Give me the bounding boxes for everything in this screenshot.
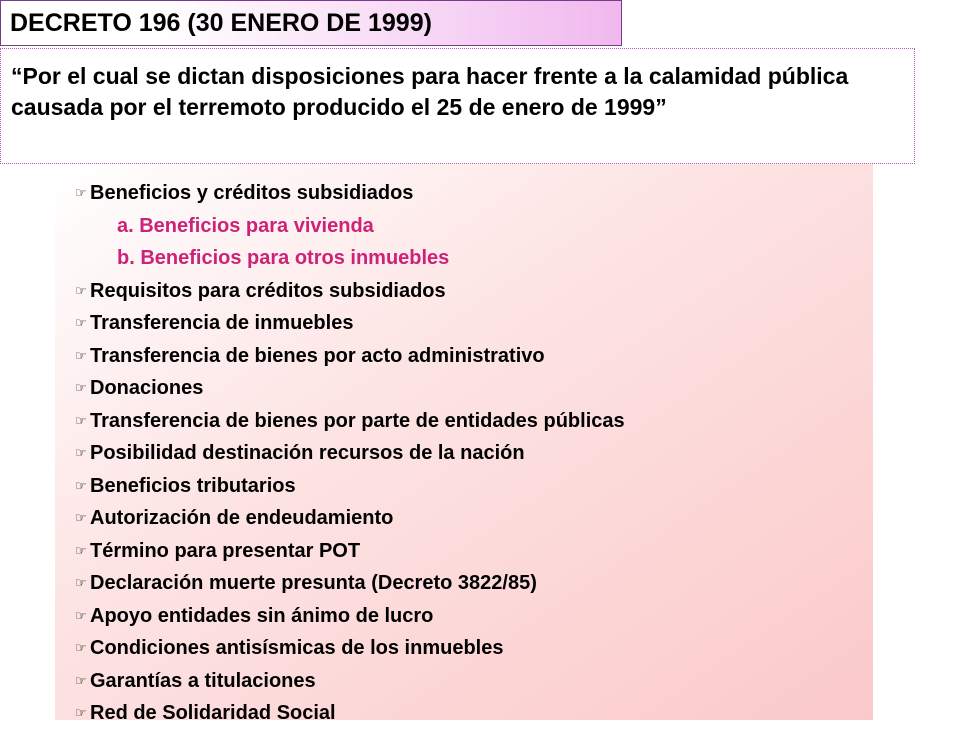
pointing-hand-icon: ☞ [75, 477, 87, 493]
pointing-hand-icon: ☞ [75, 575, 87, 590]
pointing-hand-icon: ☞ [75, 185, 87, 200]
sub-list-item: a. Beneficios para vivienda [117, 214, 374, 237]
list-item: ☞ Condiciones antisísmicas de los inmuebles [75, 632, 625, 665]
pointing-hand-icon: ☞ [75, 282, 87, 298]
list-item: ☞ Transferencia de bienes por acto administrativo [75, 340, 625, 373]
list-item: ☞ Término para presentar POT [75, 535, 625, 568]
decree-description: “Por el cual se dictan disposiciones para hacer frente a la calamidad pública causada por el terremoto producido el 25 de enero de 1999” [11, 63, 849, 120]
pointing-hand-icon: ☞ [75, 640, 87, 655]
title-box [0, 0, 622, 46]
pointing-hand-icon: ☞ [75, 542, 87, 558]
provisions-list [75, 177, 625, 730]
list-item: ☞ Donaciones [75, 372, 625, 405]
pointing-hand-icon: ☞ [75, 607, 87, 623]
list-item: ☞ Garantías a titulaciones [75, 665, 625, 698]
pointing-hand-icon: ☞ [75, 315, 87, 330]
pointing-hand-icon: ☞ [75, 672, 87, 688]
list-item: ☞ Requisitos para créditos subsidiados [75, 275, 625, 308]
pointing-hand-icon: ☞ [75, 380, 87, 395]
list-item: ☞ Transferencia de inmuebles [75, 307, 625, 340]
pointing-hand-icon: ☞ [75, 445, 87, 460]
list-item: ☞ Red de Solidaridad Social [75, 697, 625, 730]
pointing-hand-icon: ☞ [75, 705, 87, 720]
list-item: ☞ Autorización de endeudamiento [75, 502, 625, 535]
pointing-hand-icon: ☞ [75, 510, 87, 525]
list-item: ☞ Posibilidad destinación recursos de la nación [75, 437, 625, 470]
sub-list-item: b. Beneficios para otros inmuebles [117, 247, 450, 269]
list-item: ☞ Declaración muerte presunta (Decreto 3822/85) [75, 567, 625, 600]
subtitle-box [0, 48, 915, 164]
list-item: ☞ Transferencia de bienes por parte de entidades públicas [75, 405, 625, 438]
list-item: ☞ Beneficios tributarios [75, 470, 625, 503]
slide-title: DECRETO 196 (30 ENERO DE 1999) [10, 9, 432, 37]
pointing-hand-icon: ☞ [75, 412, 87, 428]
list-item: ☞ Apoyo entidades sin ánimo de lucro [75, 600, 625, 633]
list-item: ☞ Beneficios y créditos subsidiados [75, 177, 625, 210]
pointing-hand-icon: ☞ [75, 347, 87, 363]
